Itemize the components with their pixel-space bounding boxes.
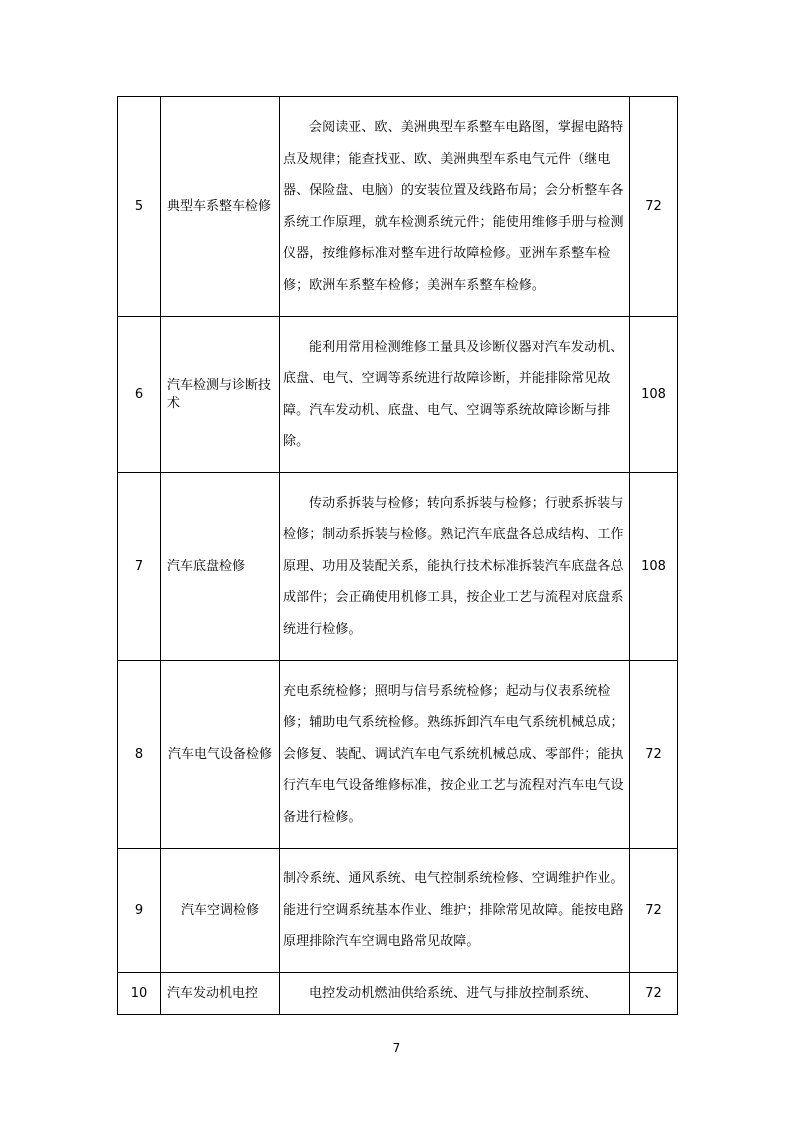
course-number: 10	[118, 973, 161, 1015]
course-hours: 108	[630, 473, 678, 661]
table-row	[118, 661, 678, 849]
course-description: 制冷系统、通风系统、电气控制系统检修、空调维护作业。能进行空调系统基本作业、维护；排除常见故障。能按电路原理排除汽车空调电路常见故障。	[280, 849, 630, 973]
course-hours: 72	[630, 849, 678, 973]
course-number: 5	[118, 97, 161, 317]
course-number: 9	[118, 849, 161, 973]
course-number: 6	[118, 317, 161, 473]
table-row	[118, 849, 678, 973]
course-name: 汽车检测与诊断技术	[161, 317, 280, 473]
course-description: 会阅读亚、欧、美洲典型车系整车电路图，掌握电路特点及规律；能查找亚、欧、美洲典型车系电气元件（继电器、保险盘、电脑）的安装位置及线路布局；会分析整车各系统工作原理，就车检测系统元件；能使用维修手册与检测仪器，按维修标准对整车进行故障检修。亚洲车系整车检修；欧洲车系整车检修；美洲车系整车检修。	[280, 97, 630, 317]
course-number: 7	[118, 473, 161, 661]
course-name: 汽车空调检修	[161, 849, 280, 973]
course-name: 汽车发动机电控	[161, 973, 280, 1015]
table-row	[118, 973, 678, 1015]
table-row	[118, 317, 678, 473]
course-hours: 72	[630, 973, 678, 1015]
course-description: 能利用常用检测维修工量具及诊断仪器对汽车发动机、底盘、电气、空调等系统进行故障诊断，并能排除常见故障。汽车发动机、底盘、电气、空调等系统故障诊断与排除。	[280, 317, 630, 473]
course-hours: 72	[630, 661, 678, 849]
course-description: 传动系拆装与检修；转向系拆装与检修；行驶系拆装与检修；制动系拆装与检修。熟记汽车底盘各总成结构、工作原理、功用及装配关系，能执行技术标准拆装汽车底盘各总成部件；会正确使用机修工具，按企业工艺与流程对底盘系统进行检修。	[280, 473, 630, 661]
course-description: 充电系统检修；照明与信号系统检修；起动与仪表系统检修；辅助电气系统检修。熟练拆卸汽车电气系统机械总成；会修复、装配、调试汽车电气系统机械总成、零部件；能执行汽车电气设备维修标准，按企业工艺与流程对汽车电气设备进行检修。	[280, 661, 630, 849]
course-hours: 72	[630, 97, 678, 317]
course-name: 汽车电气设备检修	[161, 661, 280, 849]
table-row	[118, 97, 678, 317]
page-number: 7	[392, 1041, 401, 1055]
course-table	[117, 96, 678, 1015]
course-description: 电控发动机燃油供给系统、进气与排放控制系统、	[280, 973, 630, 1015]
course-hours: 108	[630, 317, 678, 473]
table-row	[118, 473, 678, 661]
course-name: 典型车系整车检修	[161, 97, 280, 317]
course-number: 8	[118, 661, 161, 849]
course-name: 汽车底盘检修	[161, 473, 280, 661]
